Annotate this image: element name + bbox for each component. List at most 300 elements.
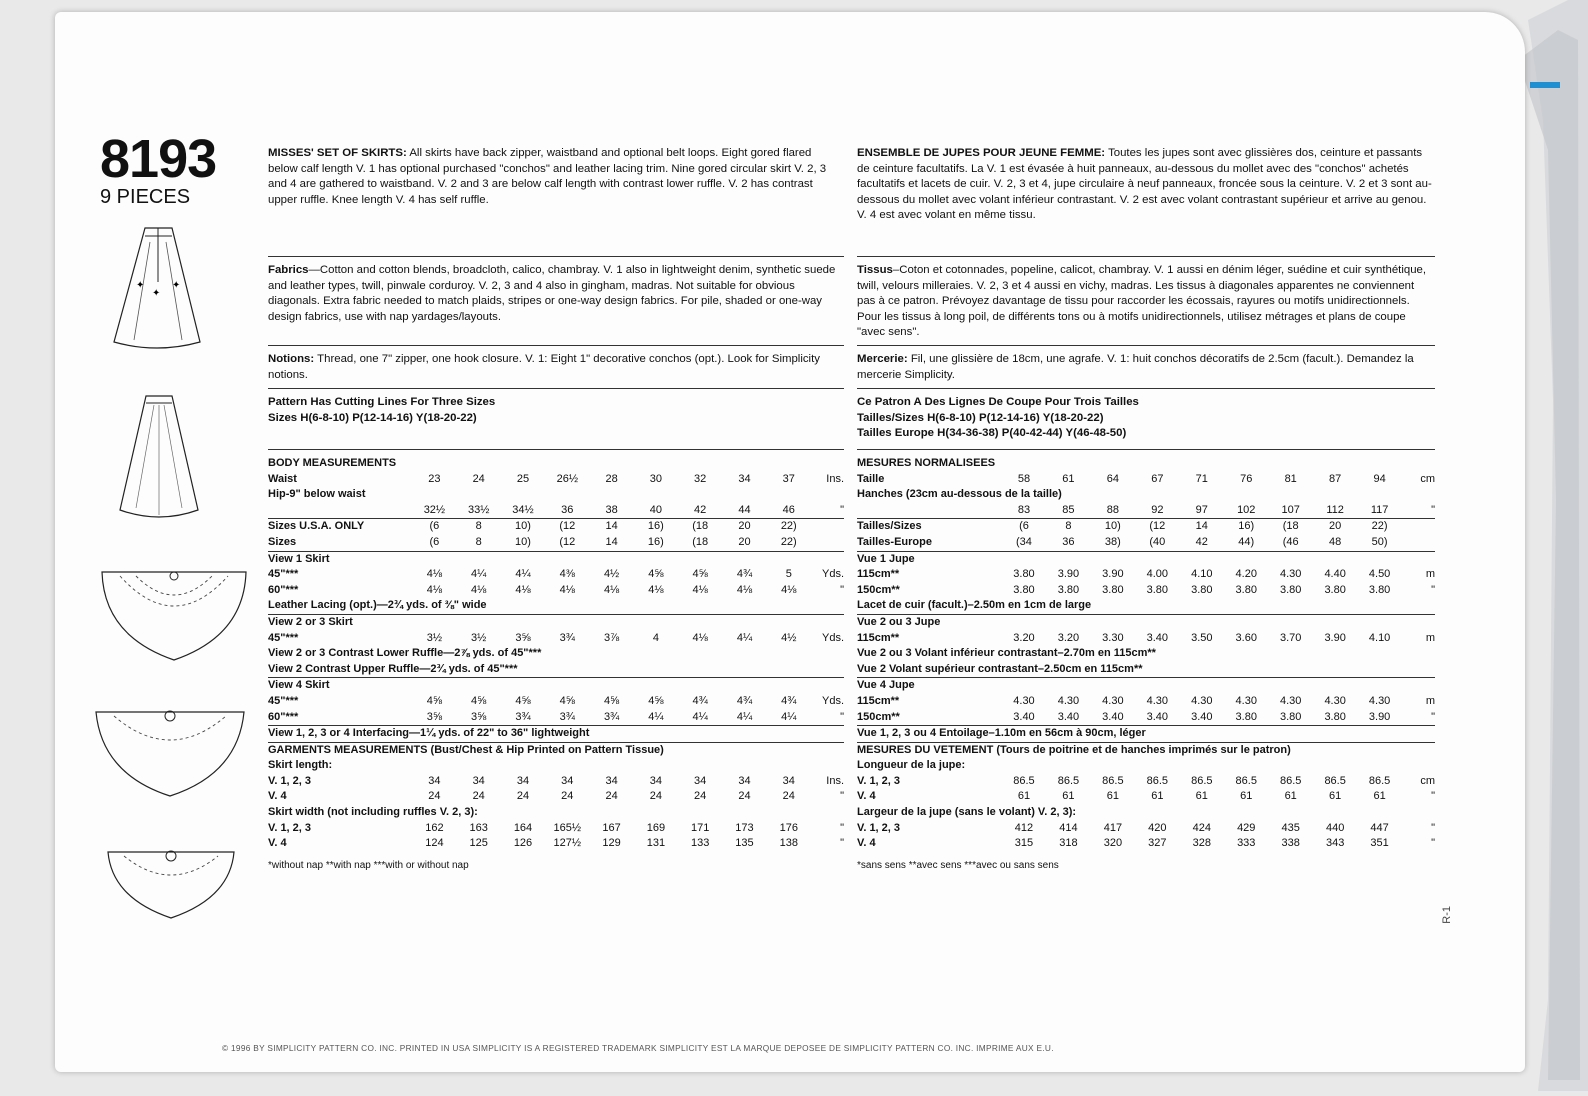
- sizes-row-value: 22): [780, 535, 797, 548]
- english-column: [268, 146, 844, 873]
- taille-row-unit: cm: [1420, 472, 1435, 485]
- view1-60-row-value: 4⅛: [781, 583, 797, 596]
- taille-row-value: 76: [1240, 472, 1253, 485]
- taille-row-value: 94: [1373, 472, 1386, 485]
- vue4-150-row-unit: ": [1431, 710, 1435, 723]
- view4-60-row-value: 4¼: [736, 710, 753, 723]
- hanches-row-value: 97: [1195, 503, 1208, 516]
- vue23-115-row-value: 4.10: [1368, 631, 1391, 644]
- hanches-row-value: 83: [1017, 503, 1031, 516]
- view23-45-row-label: 45"***: [268, 631, 299, 644]
- hanches-row-unit: ": [1431, 503, 1435, 516]
- vue4-115-row: [857, 694, 1435, 710]
- sizes-row-unit: [811, 535, 844, 551]
- width-v123-row-value: 173: [735, 821, 754, 834]
- vue4-150-row-label: 150cm**: [857, 710, 900, 723]
- fabrics-text-fr: –Coton et cotonnades, popeline, calicot, chambray. V. 1 aussi en dénim léger, suédine et cuir synthétique, twill, velours milleraies. V. 2, 3 et 4 aussi en vichy, madras. Les tissus à diagonales apparentes ne conviennent pas à ce patron. Prévoyez davantage de tissu pour raccorder les écossais, rayures ou motifs unidirectionnels. Pour les tissus à long poil, de différents tons ou à motifs unidirectionnels, utilisez métrages et plans de coupe "avec sens".: [857, 264, 1427, 339]
- longueur-v4-row-value: 61: [1151, 790, 1164, 803]
- vue4-150-row-value: 3.90: [1368, 710, 1391, 723]
- largeur-v4-row-value: 338: [1281, 837, 1300, 850]
- largeur-v123-row-value: 424: [1192, 821, 1211, 834]
- tailles-europe-row-value: (34: [1016, 535, 1032, 548]
- width-v123-row-label: V. 1, 2, 3: [268, 821, 312, 834]
- vue23-115-row-unit: m: [1425, 631, 1435, 644]
- svg-text:✦: ✦: [136, 280, 145, 291]
- hip-row-value: 33½: [467, 503, 490, 516]
- width-v123-row-value: 165½: [553, 821, 582, 834]
- length-v4-row-value: 24: [782, 790, 795, 803]
- width-v4-row-value: 125: [469, 837, 488, 850]
- width-v4-row-value: 129: [602, 837, 621, 850]
- sizes-europe-note-fr: Tailles Europe H(34-36-38) P(40-42-44) Y(46-48-50): [857, 427, 1127, 440]
- lacing-row: [268, 598, 844, 614]
- longueur-row: [857, 758, 1435, 774]
- hip-label-row: [268, 487, 844, 503]
- vetement-title-row-label: MESURES DU VETEMENT (Tours de poitrine et de hanches imprimés sur le patron): [857, 743, 1291, 756]
- largeur-v4-row-label: V. 4: [857, 837, 876, 850]
- view-4-skirt-sketch: [90, 704, 250, 804]
- hip-row-value: 34½: [512, 503, 534, 516]
- longueur-v123-row: [857, 774, 1435, 790]
- vue4-150-row-value: 3.40: [1013, 710, 1035, 723]
- length-v4-row-value: 24: [472, 790, 485, 803]
- view23-45-row-unit: Yds.: [821, 631, 844, 644]
- length-v123-row-value: 34: [561, 774, 574, 787]
- view4-title-row: [268, 678, 844, 694]
- waist-row-value: 30: [649, 472, 662, 485]
- width-v4-row-value: 131: [646, 837, 666, 850]
- measurement-rows-fr: [857, 472, 1435, 852]
- largeur-v123-row-value: 440: [1325, 821, 1345, 834]
- notions-lead: Notions:: [268, 353, 315, 365]
- view1-45-row: [268, 567, 844, 583]
- waist-row-value: 34: [738, 472, 751, 485]
- description-lead: MISSES' SET OF SKIRTS:: [268, 147, 407, 159]
- tailles-europe-row-value: 44): [1238, 535, 1255, 548]
- vue2-upper-row-label: Vue 2 Volant supérieur contrastant–2.50cm en 115cm**: [857, 662, 1143, 675]
- largeur-v4-row-value: 351: [1370, 837, 1389, 850]
- view-3-skirt-sketch: [94, 566, 254, 666]
- longueur-v4-row-value: 61: [1240, 790, 1253, 803]
- vue1-115-row-value: 4.30: [1279, 568, 1302, 581]
- longueur-v123-row-value: 86.5: [1191, 774, 1213, 787]
- tailles-europe-row-value: (46: [1282, 535, 1299, 548]
- largeur-v4-row-value: 327: [1148, 837, 1167, 850]
- tailles-sizes-row-value: 16): [1238, 520, 1255, 533]
- view4-title-row-label: View 4 Skirt: [268, 679, 330, 692]
- body-measurements-title: BODY MEASUREMENTS: [268, 457, 397, 469]
- hip-row-label: [268, 503, 412, 519]
- hip-row-value: 46: [782, 503, 795, 516]
- width-v4-row-value: 135: [735, 837, 754, 850]
- tailles-europe-row: [857, 535, 1435, 551]
- view4-45-row-value: 4⅝: [603, 694, 620, 707]
- view2-upper-row-label: View 2 Contrast Upper Ruffle—2¾ yds. of 45"***: [268, 662, 518, 675]
- view23-title-row: [268, 614, 844, 630]
- view23-45-row-value: 4¼: [736, 631, 753, 644]
- vue1-115-row: [857, 567, 1435, 583]
- taille-row-value: 64: [1106, 472, 1119, 485]
- longueur-v123-row-value: 86.5: [1146, 774, 1169, 787]
- tailles-europe-row-value: 42: [1195, 535, 1208, 548]
- vue4-115-row-value: 4.30: [1057, 694, 1080, 707]
- width-v123-row: [268, 821, 844, 837]
- view1-45-row-value: 5: [785, 568, 792, 581]
- view1-60-row-label: 60"***: [268, 583, 299, 596]
- view4-60-row-value: 3⅝: [471, 710, 487, 723]
- side-code: R-1: [1441, 906, 1453, 924]
- vue1-115-row-unit: m: [1425, 568, 1435, 581]
- interfacing-row: [268, 726, 844, 743]
- width-v4-row-value: 126: [513, 837, 533, 850]
- vue1-150-row-value: 3.80: [1324, 583, 1346, 596]
- view4-60-row-value: 4¼: [692, 710, 708, 723]
- width-v123-row-value: 171: [691, 821, 710, 834]
- vue1-115-row-value: 4.10: [1191, 568, 1213, 581]
- length-v4-row-value: 24: [649, 790, 662, 803]
- longueur-v123-row-value: 86.5: [1057, 774, 1080, 787]
- hanches-label-row-label: Hanches (23cm au-dessous de la taille): [857, 488, 1062, 501]
- hanches-row-value: 92: [1151, 503, 1164, 516]
- view1-45-row-unit: Yds.: [821, 568, 844, 581]
- view4-45-row-value: 4¾: [781, 694, 797, 707]
- waist-row: [268, 472, 844, 488]
- width-v4-row-value: 127½: [553, 837, 582, 850]
- length-v123-row-value: 34: [649, 774, 662, 787]
- largeur-v4-row-value: 320: [1103, 837, 1123, 850]
- hip-row-value: 36: [561, 503, 574, 516]
- view2-upper-row: [268, 662, 844, 678]
- view23-45-row-value: 3¾: [559, 631, 575, 644]
- sizes-row-value: 16): [647, 535, 664, 548]
- length-v123-row-value: 34: [694, 774, 707, 787]
- length-v4-row-value: 24: [561, 790, 574, 803]
- taille-row-value: 61: [1062, 472, 1075, 485]
- vue2-upper-row: [857, 662, 1435, 678]
- vue1-150-row-unit: ": [1431, 583, 1435, 596]
- skirt-length-row: [268, 758, 844, 774]
- tailles-europe-row-value: (40: [1149, 535, 1166, 548]
- vue4-150-row-value: 3.40: [1146, 710, 1169, 723]
- length-v123-row-value: 34: [428, 774, 441, 787]
- view1-45-row-value: 4½: [603, 568, 620, 581]
- longueur-v4-row-value: 61: [1373, 790, 1386, 803]
- vue4-title-row: [857, 678, 1435, 694]
- view1-45-row-label: 45"***: [268, 568, 299, 581]
- hanches-label-row: [857, 487, 1435, 503]
- hanches-row-value: 107: [1281, 503, 1300, 516]
- lacet-row: [857, 598, 1435, 614]
- svg-text:✦: ✦: [152, 288, 161, 299]
- largeur-v4-row-value: 315: [1014, 837, 1034, 850]
- vue4-150-row-value: 3.80: [1324, 710, 1346, 723]
- view1-45-row-value: 4¼: [471, 568, 487, 581]
- view4-45-row: [268, 694, 844, 710]
- vue23-115-row-value: 3.70: [1279, 631, 1302, 644]
- length-v4-row-value: 24: [694, 790, 707, 803]
- view4-60-row-value: 4¼: [781, 710, 797, 723]
- waist-row-value: 37: [782, 472, 795, 485]
- vue1-150-row-value: 3.80: [1102, 583, 1124, 596]
- vue1-150-row: [857, 583, 1435, 599]
- lacet-row-label: Lacet de cuir (facult.)–2.50m en 1cm de large: [857, 599, 1092, 612]
- view23-title-row-label: View 2 or 3 Skirt: [268, 615, 353, 628]
- sizes-usa-row-value: 8: [475, 520, 482, 533]
- vue23-115-row: [857, 631, 1435, 647]
- vue1-115-row-value: 3.80: [1013, 568, 1035, 581]
- width-v4-row-unit: ": [840, 837, 844, 850]
- tailles-europe-row-label: Tailles-Europe: [857, 535, 932, 548]
- notions-text-fr: Fil, une glissière de 18cm, une agrafe. V. 1: huit conchos décoratifs de 2.5cm (facult.). Demandez la mercerie Simplicity.: [857, 353, 1414, 381]
- vue4-115-row-value: 4.30: [1146, 694, 1169, 707]
- taille-row-value: 81: [1284, 472, 1297, 485]
- vue23-title-row: [857, 614, 1435, 630]
- hanches-row-value: 102: [1237, 503, 1256, 516]
- taille-row-label: Taille: [857, 472, 885, 485]
- length-v4-row: [268, 789, 844, 805]
- entoilage-row-label: Vue 1, 2, 3 ou 4 Entoilage–1.10m en 56cm à 90cm, léger: [857, 727, 1146, 740]
- longueur-v4-row-value: 61: [1062, 790, 1075, 803]
- tailles-sizes-row: [857, 519, 1435, 535]
- view4-45-row-unit: Yds.: [821, 694, 844, 707]
- view1-60-row-value: 4⅛: [471, 583, 487, 596]
- view23-45-row-value: 3⅞: [603, 631, 620, 644]
- description-lead-fr: ENSEMBLE DE JUPES POUR JEUNE FEMME:: [857, 147, 1106, 159]
- fabrics-lead-fr: Tissus: [857, 264, 893, 276]
- vue23-115-row-value: 3.40: [1146, 631, 1169, 644]
- sizes-usa-row-value: 10): [515, 520, 531, 533]
- width-v4-row: [268, 836, 844, 852]
- largeur-v123-row-value: 435: [1281, 821, 1300, 834]
- vue4-150-row-value: 3.40: [1191, 710, 1213, 723]
- vue23-lower-row-label: Vue 2 ou 3 Volant inférieur contrastant–2.70m en 115cm**: [857, 647, 1156, 660]
- sizes-usa-row-value: (6: [429, 520, 440, 533]
- longueur-v4-row: [857, 789, 1435, 805]
- svg-text:✦: ✦: [172, 280, 181, 291]
- view4-45-row-value: 4⅝: [471, 694, 487, 707]
- sizes-row-value: (12: [559, 535, 576, 548]
- pieces-count: 9 PIECES: [100, 186, 191, 208]
- vue1-150-row-value: 3.80: [1057, 583, 1080, 596]
- length-v123-row-label: V. 1, 2, 3: [268, 774, 312, 787]
- vue4-150-row-value: 3.80: [1235, 710, 1257, 723]
- sizes-row-value: 10): [515, 535, 531, 548]
- tailles-sizes-row-value: 10): [1104, 520, 1121, 533]
- sizes-row-value: 20: [738, 535, 751, 548]
- view4-60-row-value: 3⅝: [426, 710, 443, 723]
- longueur-v4-row-value: 61: [1106, 790, 1119, 803]
- waist-row-value: 26½: [556, 472, 578, 485]
- vue1-title-row: [857, 551, 1435, 567]
- length-v4-row-value: 24: [428, 790, 441, 803]
- vue4-115-row-value: 4.30: [1191, 694, 1213, 707]
- taille-row-value: 87: [1329, 472, 1342, 485]
- vue4-115-row-unit: m: [1425, 694, 1435, 707]
- copyright-footer: © 1996 BY SIMPLICITY PATTERN CO. INC. PRINTED IN USA SIMPLICITY IS A REGISTERED TRADEMARK SIMPLICITY EST LA MARQUE DEPOSEE DE SIMPLICITY PATTERN CO. INC. IMPRIME AUX E.U.: [222, 1043, 1054, 1053]
- longueur-v123-row-label: V. 1, 2, 3: [857, 774, 901, 787]
- view1-45-row-value: 4⅛: [426, 568, 443, 581]
- tailles-sizes-row-value: 8: [1065, 520, 1072, 533]
- hanches-row-value: 88: [1106, 503, 1119, 516]
- sizes-note-fr: Tailles/Sizes H(6-8-10) P(12-14-16) Y(18-20-22): [857, 411, 1104, 424]
- longueur-v123-row-value: 86.5: [1235, 774, 1257, 787]
- view1-45-row-value: 4¾: [736, 568, 753, 581]
- sizes-usa-row-value: 22): [780, 520, 797, 533]
- width-v4-row-value: 124: [425, 837, 444, 850]
- sizes-row-value: 14: [605, 535, 618, 548]
- longueur-v4-row-value: 61: [1195, 790, 1208, 803]
- length-v4-row-unit: ": [840, 790, 844, 803]
- width-v123-row-value: 169: [646, 821, 666, 834]
- longueur-v4-row-unit: ": [1431, 790, 1435, 803]
- length-v4-row-label: V. 4: [268, 790, 287, 803]
- sizes-usa-row-value: (18: [692, 520, 709, 533]
- sizes-row-value: (6: [429, 535, 440, 548]
- waist-row-label: Waist: [268, 472, 297, 485]
- sizes-row-label: Sizes: [268, 535, 297, 548]
- taille-row: [857, 472, 1435, 488]
- waist-row-value: 25: [516, 472, 530, 485]
- largeur-v123-row-unit: ": [1431, 821, 1435, 834]
- view1-60-row-value: 4⅛: [515, 583, 531, 596]
- vue4-115-row-label: 115cm**: [857, 694, 900, 707]
- lacing-row-label: Leather Lacing (opt.)—2¾ yds. of ⅜" wide: [268, 599, 487, 612]
- hip-row-value: 44: [738, 503, 751, 516]
- width-v4-row-value: 133: [691, 837, 710, 850]
- longueur-v123-row-value: 86.5: [1324, 774, 1346, 787]
- measurement-rows: [268, 472, 844, 852]
- vue4-150-row-value: 3.80: [1279, 710, 1302, 723]
- vue4-115-row-value: 4.30: [1279, 694, 1302, 707]
- vue1-115-row-value: 4.50: [1368, 568, 1391, 581]
- tailles-europe-row-value: 36: [1062, 535, 1075, 548]
- view23-45-row-value: 3⅝: [515, 631, 531, 644]
- vue4-115-row-value: 4.30: [1235, 694, 1257, 707]
- view1-60-row-value: 4⅛: [603, 583, 620, 596]
- width-v4-row-label: V. 4: [268, 837, 287, 850]
- cutting-lines-note: Pattern Has Cutting Lines For Three Sizes: [268, 396, 496, 408]
- vue23-115-row-value: 3.20: [1057, 631, 1080, 644]
- interfacing-row-label: View 1, 2, 3 or 4 Interfacing—1¼ yds. of 22" to 36" lightweight: [268, 727, 590, 740]
- view23-45-row: [268, 631, 844, 647]
- skirt-width-row-label: Skirt width (not including ruffles V. 2, 3):: [268, 806, 478, 819]
- largeur-v123-row: [857, 821, 1435, 837]
- view4-60-row-value: 3¾: [515, 710, 531, 723]
- view4-60-row-value: 3¾: [603, 710, 620, 723]
- width-v123-row-value: 163: [469, 821, 488, 834]
- tailles-sizes-row-value: 20: [1329, 520, 1342, 533]
- view23-45-row-value: 4⅛: [692, 631, 708, 644]
- length-v4-row-value: 24: [605, 790, 618, 803]
- view1-60-row: [268, 583, 844, 599]
- sizes-usa-row-unit: [811, 519, 844, 535]
- view23-45-row-value: 4: [652, 631, 659, 644]
- vue1-150-row-value: 3.80: [1191, 583, 1213, 596]
- view1-45-row-value: 4⅜: [559, 568, 575, 581]
- tailles-sizes-row-unit: [1402, 519, 1435, 535]
- footnote: *without nap **with nap ***with or without nap: [268, 859, 469, 871]
- width-v123-row-value: 176: [779, 821, 798, 834]
- view1-60-row-value: 4⅛: [426, 583, 443, 596]
- vue23-115-row-value: 3.60: [1235, 631, 1257, 644]
- vue1-150-row-label: 150cm**: [857, 583, 900, 596]
- longueur-v4-row-value: 61: [1017, 790, 1031, 803]
- largeur-v123-row-value: 429: [1237, 821, 1256, 834]
- largeur-v123-row-value: 414: [1059, 821, 1078, 834]
- vue4-title-row-label: Vue 4 Jupe: [857, 679, 915, 692]
- vue4-115-row-value: 4.30: [1368, 694, 1391, 707]
- tailles-sizes-row-label: Tailles/Sizes: [857, 520, 922, 533]
- garment-title-row: [268, 742, 844, 758]
- view4-45-row-value: 4⅝: [648, 694, 664, 707]
- sizes-usa-row-value: 16): [647, 520, 664, 533]
- view4-60-row-label: 60"***: [268, 710, 299, 723]
- french-column: [857, 146, 1435, 873]
- hip-row-value: 40: [649, 503, 662, 516]
- vue1-150-row-value: 3.80: [1235, 583, 1257, 596]
- tailles-europe-row-value: 38): [1104, 535, 1121, 548]
- tailles-sizes-row-value: 22): [1371, 520, 1388, 533]
- hip-label-row-label: Hip-9" below waist: [268, 488, 366, 501]
- vue23-lower-row: [857, 646, 1435, 662]
- longueur-v4-row-value: 61: [1284, 790, 1297, 803]
- vue1-115-row-label: 115cm**: [857, 568, 900, 581]
- longueur-v123-row-unit: cm: [1420, 774, 1435, 787]
- view1-45-row-value: 4¼: [515, 568, 531, 581]
- longueur-v4-row-label: V. 4: [857, 790, 876, 803]
- largeur-v4-row-value: 318: [1059, 837, 1078, 850]
- fabrics-lead: Fabrics: [268, 264, 309, 276]
- width-v123-row-value: 164: [513, 821, 533, 834]
- view4-45-row-value: 4¾: [736, 694, 753, 707]
- sizes-usa-row-value: (12: [559, 520, 576, 533]
- body-measurements-table: [268, 456, 844, 472]
- width-v123-row-value: 162: [425, 821, 444, 834]
- body-measurements-title-fr: MESURES NORMALISEES: [857, 457, 996, 469]
- waist-row-value: 23: [428, 472, 441, 485]
- width-v4-row-value: 138: [779, 837, 798, 850]
- view23-lower-row: [268, 646, 844, 662]
- entoilage-row: [857, 726, 1435, 743]
- fabrics-text: —Cotton and cotton blends, broadcloth, calico, chambray. V. 1 also in lightweight denim, synthetic suede and leather types, twill, pinwale corduroy. V. 2, 3 and 4 also in gingham, madras. Not suitable for obvious diagonals. Extra fabric needed to match plaids, stripes or one-way design fabrics. For pile, shaded or one-way design fabrics, use with nap yardages/layouts.: [268, 264, 836, 323]
- width-v123-row-value: 167: [602, 821, 621, 834]
- view1-60-row-value: 4⅛: [559, 583, 575, 596]
- view-1-skirt-sketch: [112, 222, 202, 352]
- sizes-row: [268, 535, 844, 551]
- vue1-115-row-value: 4.40: [1324, 568, 1346, 581]
- sizes-usa-row: [268, 519, 844, 535]
- longueur-v4-row-value: 61: [1329, 790, 1342, 803]
- length-v4-row-value: 24: [516, 790, 530, 803]
- footnote-fr: *sans sens **avec sens ***avec ou sans sens: [857, 859, 1059, 871]
- largeur-v123-row-label: V. 1, 2, 3: [857, 821, 901, 834]
- garment-title-row-label: GARMENTS MEASUREMENTS (Bust/Chest & Hip Printed on Pattern Tissue): [268, 743, 664, 756]
- largeur-v123-row-value: 447: [1370, 821, 1389, 834]
- hip-row-value: 38: [605, 503, 618, 516]
- tailles-europe-row-value: 48: [1329, 535, 1342, 548]
- view1-title-row-label: View 1 Skirt: [268, 552, 330, 565]
- longueur-v123-row-value: 86.5: [1013, 774, 1035, 787]
- sizes-row-value: 8: [475, 535, 482, 548]
- vue4-115-row-value: 4.30: [1324, 694, 1346, 707]
- view23-45-row-value: 4½: [781, 631, 797, 644]
- hip-row-value: 32½: [423, 503, 446, 516]
- length-v123-row-value: 34: [472, 774, 485, 787]
- waist-row-unit: Ins.: [826, 472, 844, 485]
- sizes-row-value: (18: [692, 535, 709, 548]
- view4-45-row-value: 4⅝: [426, 694, 443, 707]
- view4-45-row-value: 4¾: [692, 694, 708, 707]
